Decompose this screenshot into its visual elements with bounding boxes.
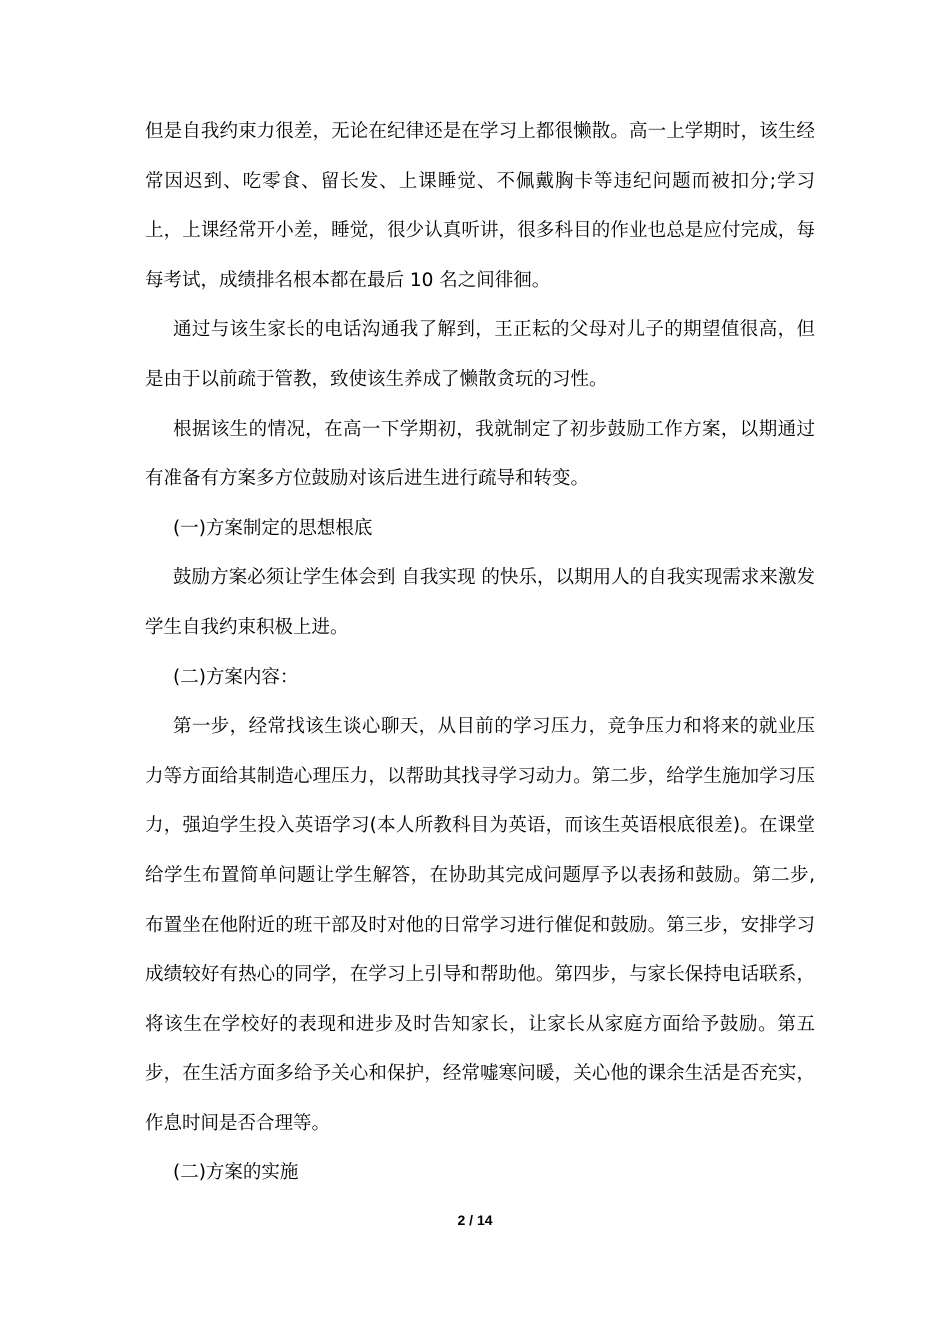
paragraph-parent-communication: 通过与该生家长的电话沟通我了解到，王正耘的父母对儿子的期望值很高，但是由于以前疏于管教，致使该生养成了懒散贪玩的习性。 — [145, 319, 815, 390]
paragraph-plan-basis: 鼓励方案必须让学生体会到 自我实现 的快乐，以期用人的自我实现需求来激发学生自我约束积极上进。 — [145, 567, 815, 638]
section-heading-plan-content: (二)方案内容： — [173, 666, 299, 688]
section-heading-plan-basis: (一)方案制定的思想根底 — [173, 517, 373, 539]
paragraph-student-behavior: 但是自我约束力很差，无论在纪律还是在学习上都很懒散。高一上学期时，该生经常因迟到、吃零食、留长发、上课睡觉、不佩戴胸卡等违纪问题而被扣分;学习上，上课经常开小差，睡觉，很少认真听讲，很多科目的作业也总是应付完成，每每考试，成绩排名根本都在最后 10 名之间徘徊。 — [145, 121, 815, 291]
section-heading-plan-implementation: (二)方案的实施 — [173, 1162, 299, 1184]
paragraph-plan-intro: 根据该生的情况，在高一下学期初，我就制定了初步鼓励工作方案，以期通过有准备有方案多方位鼓励对该后进生进行疏导和转变。 — [145, 418, 815, 490]
paragraph-plan-steps: 第一步，经常找该生谈心聊天，从目前的学习压力，竞争压力和将来的就业压力等方面给其制造心理压力，以帮助其找寻学习动力。第二步，给学生施加学习压力，强迫学生投入英语学习(本人所教科目为英语，而该生英语根底很差)。在课堂给学生布置简单问题让学生解答，在协助其完成问题厚予以表扬和鼓励。第二步, 布置坐在他附近的班干部及时对他的日常学习进行催促和鼓励。第三步，安排学习成绩较好有热心的同学，在学习上引导和帮助他。第四步，与家长保持电话联系，将该生在学校好的表现和进步及时告知家长，让家长从家庭方面给予鼓励。第五步，在生活方面多给予关心和保护，经常嘘寒问暖，关心他的课余生活是否充实，作息时间是否合理等。 — [145, 716, 815, 1134]
page-number: 2 / 14 — [457, 1212, 493, 1228]
document-body — [145, 107, 815, 1198]
